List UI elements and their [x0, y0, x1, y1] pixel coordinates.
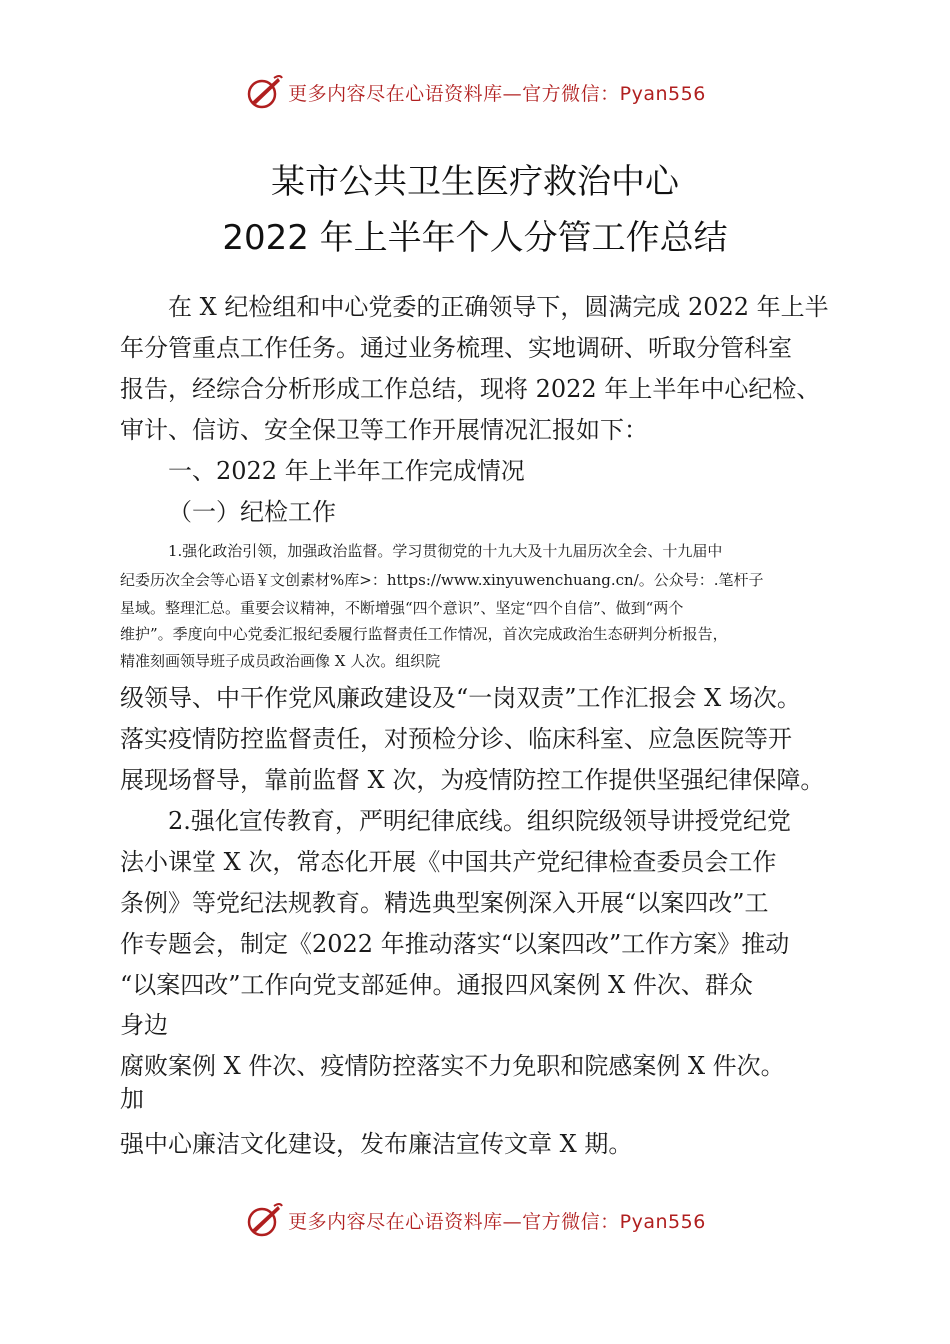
pen-logo-icon	[244, 1200, 284, 1240]
watermark-wechat-id: Pyan556	[619, 1210, 706, 1233]
watermark-slogan: 更多内容尽在心语资料库—官方微信：	[288, 82, 620, 105]
intro-line: 审计、信访、安全保卫等工作开展情况汇报如下：	[120, 416, 648, 444]
subsection-heading: （一）纪检工作	[168, 498, 336, 526]
item1-small-line: 精准刻画领导班子成员政治画像 X 人次。组织院	[120, 652, 441, 670]
watermark-text	[288, 79, 706, 106]
document-title-line1: 某市公共卫生医疗救治中心	[271, 162, 679, 202]
item2-line: 腐败案例 X 件次、疫情防控落实不力免职和院感案例 X 件次。	[120, 1052, 785, 1080]
item2-line: 2.强化宣传教育，严明纪律底线。组织院级领导讲授党纪党	[168, 807, 791, 835]
intro-line: 报告，经综合分析形成工作总结，现将 2022 年上半年中心纪检、	[120, 375, 821, 403]
watermark-banner-bottom	[0, 1198, 950, 1242]
item1-small-line: 维护”。季度向中心党委汇报纪委履行监督责任工作情况，首次完成政治生态研判分析报告，	[120, 625, 728, 643]
item1-line: 落实疫情防控监督责任，对预检分诊、临床科室、应急医院等开	[120, 725, 792, 753]
watermark-wechat-id: Pyan556	[619, 82, 706, 105]
watermark-text	[288, 1207, 706, 1234]
pen-logo-icon	[244, 72, 284, 112]
item2-line: 加	[120, 1085, 144, 1113]
item2-line: “以案四改”工作向党支部延伸。通报四风案例 X 件次、群众	[120, 971, 753, 999]
intro-line: 在 X 纪检组和中心党委的正确领导下，圆满完成 2022 年上半	[168, 293, 829, 321]
item1-line: 级领导、中干作党风廉政建设及“一岗双责”工作汇报会 X 场次。	[120, 684, 801, 712]
item2-line: 条例》等党纪法规教育。精选典型案例深入开展“以案四改”工	[120, 889, 769, 917]
section-heading: 一、2022 年上半年工作完成情况	[168, 457, 525, 485]
item2-line: 作专题会，制定《2022 年推动落实“以案四改”工作方案》推动	[120, 930, 790, 958]
item2-line: 强中心廉洁文化建设，发布廉洁宣传文章 X 期。	[120, 1130, 633, 1158]
item1-small-line: 星域。整理汇总。重要会议精神，不断增强“四个意识”、坚定“四个自信”、做到“两个	[120, 599, 684, 617]
watermark-banner-top	[0, 70, 950, 114]
item1-small-line: 纪委历次全会等心语￥文创素材%库>：https://www.xinyuwenchuang.cn/。公众号：.笔杆子	[120, 571, 764, 589]
watermark-slogan: 更多内容尽在心语资料库—官方微信：	[288, 1210, 620, 1233]
document-title-line2: 2022 年上半年个人分管工作总结	[222, 218, 728, 258]
item1-small-line: 1.强化政治引领，加强政治监督。学习贯彻党的十九大及十九届历次全会、十九届中	[168, 542, 723, 560]
item2-line: 法小课堂 X 次，常态化开展《中国共产党纪律检查委员会工作	[120, 848, 777, 876]
item1-line: 展现场督导，靠前监督 X 次，为疫情防控工作提供坚强纪律保障。	[120, 766, 825, 794]
intro-line: 年分管重点工作任务。通过业务梳理、实地调研、听取分管科室	[120, 334, 792, 362]
item2-line: 身边	[120, 1011, 168, 1039]
